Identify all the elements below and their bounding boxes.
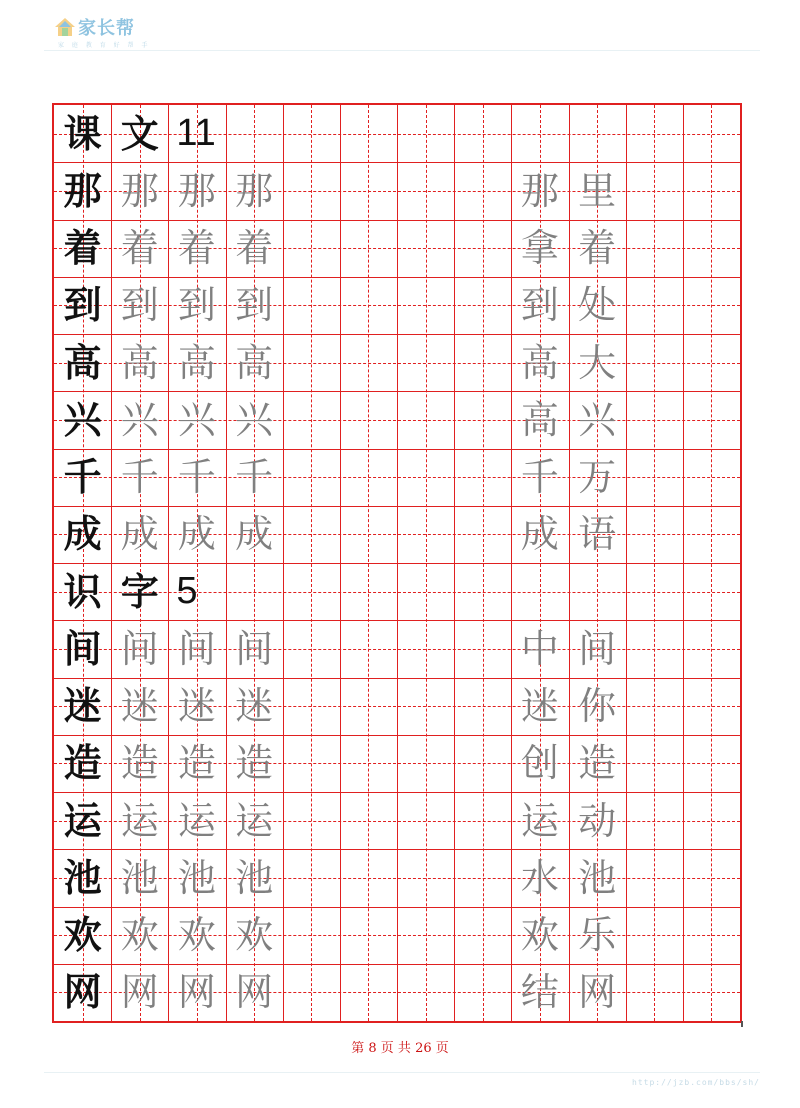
trace-character: 池 (235, 855, 274, 900)
word-character: 着 (578, 226, 617, 271)
house-logo-icon (54, 16, 76, 38)
trace-character: 网 (177, 970, 216, 1015)
footer-divider (44, 1072, 760, 1073)
trace-character: 造 (235, 741, 274, 786)
word-character: 网 (578, 970, 617, 1015)
trace-character: 那 (120, 168, 159, 213)
model-character: 迷 (63, 683, 102, 729)
site-logo (54, 12, 174, 52)
word-character: 运 (520, 798, 559, 843)
trace-character: 网 (235, 970, 274, 1015)
model-character: 网 (63, 969, 102, 1015)
model-character: 间 (63, 625, 102, 671)
model-character: 千 (63, 454, 102, 500)
trace-character: 运 (235, 798, 274, 843)
word-character: 你 (578, 684, 617, 729)
trace-character: 到 (120, 283, 159, 328)
writing-grid (52, 103, 742, 1023)
section-title-number: 11 (176, 112, 216, 155)
trace-character: 千 (120, 455, 159, 500)
trace-character: 兴 (120, 397, 159, 442)
model-character: 成 (63, 511, 102, 557)
trace-character: 网 (120, 970, 159, 1015)
word-character: 高 (520, 340, 559, 385)
trace-character: 成 (177, 512, 216, 557)
word-character: 乐 (578, 913, 617, 958)
word-character: 里 (578, 168, 617, 213)
word-character: 拿 (520, 226, 559, 271)
word-character: 中 (520, 626, 559, 671)
trace-character: 着 (120, 226, 159, 271)
trace-character: 欢 (235, 913, 274, 958)
word-character: 千 (520, 455, 559, 500)
trace-character: 千 (235, 455, 274, 500)
word-character: 造 (578, 741, 617, 786)
trace-character: 到 (177, 283, 216, 328)
word-character: 间 (578, 626, 617, 671)
trace-character: 成 (120, 512, 159, 557)
model-character: 高 (63, 339, 102, 385)
model-character: 兴 (63, 396, 102, 442)
brand-name: 家长帮 (78, 18, 135, 39)
trace-character: 运 (177, 798, 216, 843)
trace-character: 迷 (120, 684, 159, 729)
trace-character: 高 (177, 340, 216, 385)
word-character: 池 (578, 855, 617, 900)
trace-character: 那 (235, 168, 274, 213)
model-character: 运 (63, 797, 102, 843)
word-character: 创 (520, 741, 559, 786)
trace-character: 运 (120, 798, 159, 843)
word-character: 语 (578, 512, 617, 557)
header-divider (44, 50, 760, 51)
section-title-char: 字 (120, 568, 159, 614)
word-character: 水 (520, 855, 559, 900)
trace-character: 着 (235, 226, 274, 271)
trace-character: 着 (177, 226, 216, 271)
trace-character: 迷 (235, 684, 274, 729)
model-character: 着 (63, 225, 102, 271)
trace-character: 兴 (177, 397, 216, 442)
section-title-char: 识 (63, 568, 102, 614)
word-character: 动 (578, 798, 617, 843)
word-character: 那 (520, 168, 559, 213)
word-character: 处 (578, 283, 617, 328)
section-title-char: 文 (120, 110, 159, 156)
trace-character: 间 (177, 626, 216, 671)
model-character: 到 (63, 282, 102, 328)
word-character: 欢 (520, 913, 559, 958)
footer-url: http://jzb.com/bbs/sh/ (632, 1078, 760, 1087)
trace-character: 成 (235, 512, 274, 557)
model-character: 造 (63, 740, 102, 786)
trace-character: 迷 (177, 684, 216, 729)
trace-character: 间 (120, 626, 159, 671)
model-character: 欢 (63, 912, 102, 958)
word-character: 到 (520, 283, 559, 328)
trace-character: 池 (177, 855, 216, 900)
trace-character: 高 (235, 340, 274, 385)
trace-character: 欢 (177, 913, 216, 958)
model-character: 那 (63, 167, 102, 213)
trace-character: 间 (235, 626, 274, 671)
page-number: 第 8 页 共 26 页 (351, 1041, 449, 1056)
section-title-number: 5 (176, 570, 198, 613)
trace-character: 那 (177, 168, 216, 213)
corner-mark (741, 1021, 743, 1027)
trace-character: 欢 (120, 913, 159, 958)
page-total: 26 (415, 1041, 432, 1056)
word-character: 结 (520, 970, 559, 1015)
trace-character: 池 (120, 855, 159, 900)
trace-character: 造 (177, 741, 216, 786)
word-character: 高 (520, 397, 559, 442)
section-title-char: 课 (63, 110, 102, 156)
trace-character: 到 (235, 283, 274, 328)
trace-character: 千 (177, 455, 216, 500)
word-character: 迷 (520, 684, 559, 729)
word-character: 兴 (578, 397, 617, 442)
model-character: 池 (63, 854, 102, 900)
word-character: 成 (520, 512, 559, 557)
trace-character: 造 (120, 741, 159, 786)
brand-slogan: 家 庭 教 育 好 帮 手 (58, 42, 151, 49)
word-character: 大 (578, 340, 617, 385)
trace-character: 高 (120, 340, 159, 385)
trace-character: 兴 (235, 397, 274, 442)
page-current: 8 (368, 1041, 377, 1056)
word-character: 万 (578, 455, 617, 500)
